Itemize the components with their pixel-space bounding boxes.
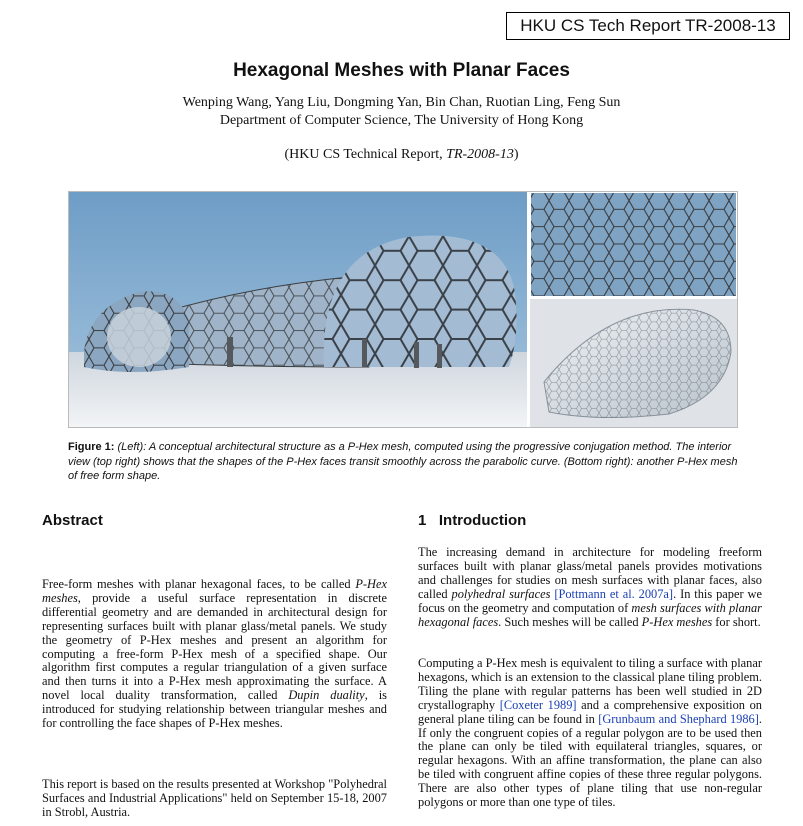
- report-id-box: HKU CS Tech Report TR-2008-13: [506, 12, 790, 40]
- citation-grunbaum[interactable]: [Grunbaum and Shephard 1986]: [598, 711, 759, 726]
- abstract-body: Free-form meshes with planar hexagonal faces, to be called P-Hex meshes, provide a useful surface representation in discrete differential geometry and are demanded in architectural design for representing surfaces built with planar glass/metal panels. We study the geometry of P-Hex meshes and present an algorithm for computing a free-form P-Hex mesh of a specified shape. Our algorithm first computes a regular triangulation of a given surface and then turns it into a P-Hex mesh approximating the surface. A novel local duality transformation, called Dupin duality, is introduced for studying relationship between triangular meshes and for controlling the face shapes of P-Hex meshes.: [42, 577, 387, 731]
- figure-caption: [68, 440, 738, 484]
- paper-title: Hexagonal Meshes with Planar Faces: [233, 60, 570, 81]
- intro-paragraph-2: Computing a P-Hex mesh is equivalent to tiling a surface with planar hexagons, which is an extension to the classical plane tiling problem. Tiling the plane with regular patterns has been well studied in 2D crystallography [Coxeter 1989] and a comprehensive exposition on general plane tiling can be found in [Grunbaum and Shephard 1986]. If only the congruent copies of a regular polygon are to be used then the plane can only be tiled with equilateral triangles, squares, or regular hexagons. With an affine transformation, the plane can also be tiled with congruent affine copies of these three regular polygons. There are also other types of plane tiling that use non-regular polygons or more than one type of tiles.: [418, 656, 763, 810]
- affiliation: Department of Computer Science, The University of Hong Kong: [219, 113, 584, 128]
- term-dupin-duality: Dupin duality: [288, 688, 365, 703]
- report-number: TR-2008-13: [446, 147, 514, 162]
- introduction-heading: [418, 512, 526, 529]
- abstract-heading: Abstract: [42, 512, 103, 529]
- term-p-hex-meshes: P-Hex meshes: [42, 577, 387, 605]
- figure-label: Figure 1:: [68, 441, 115, 453]
- workshop-note: This report is based on the results presented at Workshop "Polyhedral Surfaces and Industrial Applications" held on September 15-18, 2007 in Strobl, Austria.: [42, 777, 387, 819]
- section-title: Introduction: [438, 512, 527, 529]
- freeform-mesh-panel: [530, 299, 737, 427]
- report-prefix: (HKU CS Technical Report,: [284, 147, 447, 162]
- left-architecture-panel: [69, 192, 527, 427]
- intro-paragraph-1: The increasing demand in architecture for modeling freeform surfaces built with planar glass/metal panels provides motivations and challenges for studies on mesh surfaces with planar faces, also called polyhedral surfaces [Pottmann et al. 2007a]. In this paper we focus on the geometry and computation of mesh surfaces with planar hexagonal faces. Such meshes will be called P-Hex meshes for short.: [418, 545, 763, 629]
- figure-1-illustration: [69, 192, 737, 427]
- caption-text: (Left): A conceptual architectural structure as a P-Hex mesh, computed using the progressive conjugation method. The interior view (top right) shows that the shapes of the P-Hex faces transit smoothly across the parabolic curve. (Bottom right): another P-Hex mesh of free form shape.: [68, 441, 738, 482]
- report-line: [0, 147, 803, 163]
- citation-coxeter[interactable]: [Coxeter 1989]: [499, 697, 577, 712]
- report-suffix: ): [513, 147, 519, 162]
- citation-pottmann[interactable]: [Pottmann et al. 2007a]: [554, 586, 674, 601]
- figure-1: [68, 191, 738, 428]
- section-number: 1: [418, 512, 427, 529]
- author-list: Wenping Wang, Yang Liu, Dongming Yan, Bin Chan, Ruotian Ling, Feng Sun: [182, 95, 621, 110]
- interior-view-panel: [530, 192, 737, 297]
